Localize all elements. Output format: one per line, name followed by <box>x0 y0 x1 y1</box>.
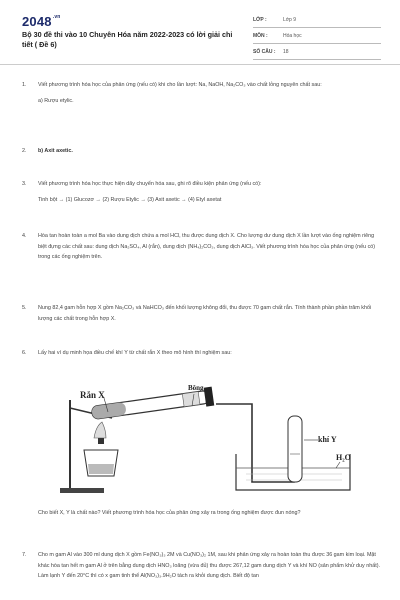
label-gas-y: khí Y <box>318 435 337 444</box>
document-header <box>0 0 400 62</box>
question-6-followup: Cho biết X, Y là chất nào? Viết phương trình hóa học của phản ứng xảy ra trong ống nghiệm được đun nóng? <box>38 510 301 516</box>
question-4: 4. Hòa tan hoàn toàn a mol Ba vào dung dịch chứa a mol HCl, thu được dung dịch X. Cho lượng dư dung dịch X lần lượt vào ống nghiệm riêng biệt đựng các chất sau: dung dịch Na₂SO₄, Al (rắn), dung dịch (NH₄)₂CO₃, dung dịch AlCl₃. Viết phương trình hóa học của phản ứng (nếu có) trong các ống nghiệm trên. <box>22 233 376 260</box>
document-meta <box>253 15 381 63</box>
solid-x <box>91 402 126 420</box>
question-3: 3. Viết phương trình hóa học thực hiện dãy chuyển hóa sau, ghi rõ điều kiện phản ứng (nếu có): Tinh bột → (1) Glucozơ → (2) Rượu Etylic → (3) Axit axetic → (4) Etyl axetat <box>22 181 262 203</box>
question-7: 7. Cho m gam Al vào 300 ml dung dịch X gồm Fe(NO₃)₃ 2M và Cu(NO₃)₂ 1M, sau khi phản ứng xảy ra hoàn toàn thu được 36 gam kim loại. Mặt khác hòa tan hết m gam Al ở trên bằng dung dịch HNO₃ loãng (vừa đủ) thu được 267,12 gam dung dịch Y và khí NO (sản phẩm khử duy nhất). Làm lạnh Y đến 20°C thì có x gam tinh thể Al(NO₃)₃.9H₂O tách ra khỏi dung dịch. Biết độ tan <box>22 552 381 579</box>
flame <box>94 422 106 438</box>
question-6: 6. Lấy hai ví dụ minh họa điều chế khí Y từ chất rắn X theo mô hình thí nghiệm sau: <box>22 350 232 356</box>
collection-tube <box>288 416 302 482</box>
label-solid-x: Rắn X <box>80 390 105 400</box>
label-cotton: Bông <box>188 384 204 392</box>
cotton-plug <box>182 392 200 407</box>
meta-class: LỚP : Lớp 9 <box>253 15 381 28</box>
question-2: 2. b) Axit axetic. <box>22 148 73 154</box>
apparatus-figure <box>56 378 364 496</box>
site-logo[interactable]: $2048^{.vn}$ <box>22 14 61 29</box>
label-water: H₂O <box>336 453 351 462</box>
question-1: 1. Viết phương trình hóa học của phản ứng (nếu có) khi cho lần lượt: Na, NaOH, Na₂CO₃ vào chất lỏng nguyên chất sau: a) Rượu etylic. <box>22 82 322 104</box>
test-tube <box>91 387 214 423</box>
apparatus-diagram <box>56 378 364 496</box>
document-title: Bộ 30 đề thi vào 10 Chuyên Hóa năm 2022-2023 có lời giải chi tiết ( Đề 6) <box>22 30 233 49</box>
question-5: 5. Nung 82,4 gam hỗn hợp X gồm Na₂CO₃ và NaHCO₃ đến khối lượng không đổi, thu được 70 gam chất rắn. Tính thành phần phần trăm khối lượng các chất trong hỗn hợp X. <box>22 305 372 322</box>
stand-base <box>60 488 104 493</box>
meta-question-count: SỐ CÂU : 18 <box>253 47 381 60</box>
delivery-tube <box>216 404 294 482</box>
header-divider <box>0 64 400 65</box>
meta-subject: MÔN : Hóa học <box>253 31 381 44</box>
